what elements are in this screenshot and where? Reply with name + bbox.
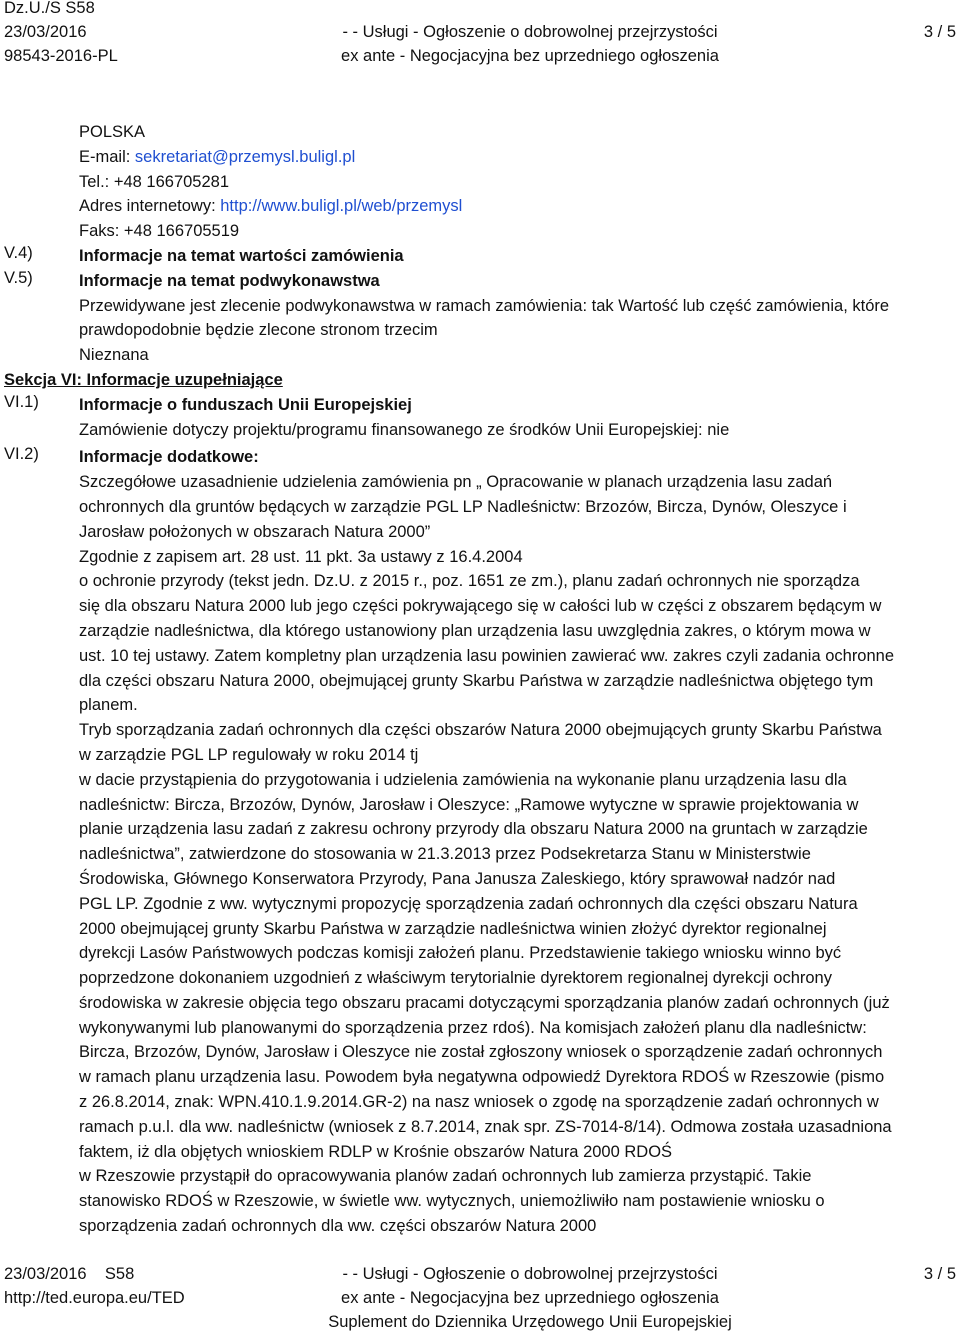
- footer-title-2: ex ante - Negocjacyjna bez uprzedniego ogłoszenia: [341, 1289, 719, 1307]
- vi2-heading: Informacje dodatkowe:: [79, 448, 259, 467]
- vi1-number: VI.1): [4, 392, 39, 411]
- vi2-text-line: 2000 obejmującej grunty Skarbu Państwa w zarządzie nadleśnictwa winien złożyć dyrektor regionalnej: [79, 919, 827, 938]
- footer-page: 3 / 5: [923, 1265, 956, 1283]
- vi2-text-line: Szczegółowe uzasadnienie udzielenia zamówienia pn „ Opracowanie w planach urządzenia lasu zadań: [79, 473, 833, 492]
- v5-number: V.5): [4, 268, 33, 287]
- footer-row-3: [0, 1310, 960, 1334]
- v4-heading: Informacje na temat wartości zamówienia: [79, 246, 404, 265]
- vi2-text-line: sporządzenia zadań ochronnych dla ww. części obszarów Natura 2000: [79, 1217, 597, 1236]
- header-date: 23/03/2016: [4, 23, 87, 41]
- vi2-text-line: z 26.8.2014, znak: WPN.410.1.9.2014.GR-2) na nasz wniosek o zgodę na sporządzenie zadań ochronnych w: [79, 1093, 879, 1112]
- email-link[interactable]: sekretariat@przemysl.buligl.pl: [134, 147, 356, 166]
- vi2-text-line: nadleśnictwa”, zatwierdzone do stosowania w 21.3.2013 przez Podsekretarza Stanu w Ministerstwie: [79, 845, 811, 864]
- vi2-text-line: Tryb sporządzania zadań ochronnych dla części obszarów Natura 2000 obejmujących grunty Skarbu Państwa: [79, 721, 882, 740]
- vi2-text-line: zarządzie nadleśnictwa, dla którego ustanowiony plan urządzenia lasu uwzględnia zakres, o którym mowa w: [79, 621, 871, 640]
- section-v5: [0, 269, 960, 368]
- v4-number: V.4): [4, 243, 33, 262]
- fax-line: Faks: +48 166705519: [79, 222, 240, 241]
- header-title-1: - - Usługi - Ogłoszenie o dobrowolnej przejrzystości: [342, 23, 718, 41]
- vi2-text-line: nadleśnictw: Bircza, Brzozów, Dynów, Jarosław i Oleszyce: „Ramowe wytyczne w sprawie projektowania w: [79, 795, 859, 814]
- footer-title-1: - - Usługi - Ogłoszenie o dobrowolnej przejrzystości: [342, 1265, 718, 1283]
- vi2-text-line: o ochronie przyrody (tekst jedn. Dz.U. z 2015 r., poz. 1651 ze zm.), planu zadań ochronnych nie sporządza: [79, 572, 860, 591]
- contact-block: [0, 120, 960, 244]
- vi2-paragraph: [79, 470, 954, 1239]
- web-line: [79, 194, 954, 219]
- vi2-text-line: w zarządzie PGL LP regulowały w roku 2014 tj: [79, 745, 419, 764]
- header-row-3: [0, 44, 960, 68]
- vi2-number: VI.2): [4, 445, 39, 464]
- email-label: E-mail:: [79, 147, 135, 166]
- country: POLSKA: [79, 123, 146, 141]
- v5-text-3: Nieznana: [79, 346, 149, 365]
- vi2-text-line: ramach p.u.l. dla ww. nadleśnictw (wniosek z 8.7.2014, znak spr. ZS-7014-8/14). Odmowa została uzasadniona: [79, 1117, 892, 1136]
- vi2-text-line: Jarosław położonych w obszarach Natura 2000”: [79, 522, 431, 541]
- footer-row-2: [0, 1286, 960, 1310]
- header-title-2: ex ante - Negocjacyjna bez uprzedniego ogłoszenia: [341, 47, 719, 65]
- section-vi1: [0, 393, 960, 443]
- notice-number: 98543-2016-PL: [4, 47, 118, 65]
- vi2-text-line: w Rzeszowie przystąpił do opracowywania planów zadań ochronnych lub zamierza przystąpić. Takie: [79, 1167, 812, 1186]
- vi2-text-line: Bircza, Brzozów, Dynów, Jarosław i Oleszyce nie został zgłoszony wniosek o sporządzenie zadań ochronnych: [79, 1043, 883, 1062]
- vi2-text-line: wykonywanymi lub planowanymi do sporządzenia przez rdoś). Na komisjach założeń planu dla nadleśnictw:: [79, 1018, 867, 1037]
- web-label: Adres internetowy:: [79, 197, 221, 216]
- vi2-text-line: dyrekcji Lasów Państwowych podczas komisji założeń planu. Przedstawienie takiego wniosku winno być: [79, 944, 842, 963]
- vi2-text-line: planem.: [79, 696, 138, 715]
- doc-id: Dz.U./S S58: [4, 0, 95, 17]
- vi2-text-line: poprzedzone dokonaniem uzgodnień z właściwym terytorialnie dyrektorem regionalnej dyrekcji ochrony: [79, 969, 832, 988]
- header-row-1: [0, 0, 960, 20]
- v5-heading: Informacje na temat podwykonawstwa: [79, 271, 380, 290]
- vi2-text-line: w ramach planu urządzenia lasu. Powodem była negatywna odpowiedź Dyrektora RDOŚ w Rzeszowie (pismo: [79, 1068, 885, 1087]
- vi2-text-line: Środowiska, Głównego Konserwatora Przyrody, Pana Janusza Zaleskiego, który sprawował nadzór nad: [79, 869, 836, 888]
- vi2-text-line: ochronnych dla gruntów będących w zarządzie PGL LP Nadleśnictw: Brzozów, Bircza, Dynów, Oleszyce i: [79, 497, 847, 516]
- footer-title-3: Suplement do Dziennika Urzędowego Unii Europejskiej: [328, 1313, 732, 1331]
- email-line: [79, 145, 954, 170]
- web-link[interactable]: http://www.buligl.pl/web/przemysl: [220, 197, 463, 216]
- vi1-heading: Informacje o funduszach Unii Europejskiej: [79, 395, 412, 414]
- vi2-text-line: dla części obszaru Natura 2000, obejmującej grunty Skarbu Państwa w zarządzie nadleśnictwa objętego tym: [79, 671, 874, 690]
- vi2-text-line: w dacie przystąpienia do przygotowania i udzielenia zamówienia na wykonanie planu urządzenia lasu dla: [79, 770, 847, 789]
- vi2-text-line: planie urządzenia lasu zadań z zakresu ochrony przyrody dla obszaru Natura 2000 na gruntach w zarządzie: [79, 820, 868, 839]
- v5-text-2: prawdopodobnie będzie zlecone stronom trzecim: [79, 321, 438, 340]
- vi1-text: Zamówienie dotyczy projektu/programu finansowanego ze środków Unii Europejskiej: nie: [79, 420, 730, 439]
- footer-date-code: 23/03/2016 S58: [4, 1265, 135, 1283]
- section-vi2: [0, 445, 960, 1239]
- vi2-text-line: się dla obszaru Natura 2000 lub jego części pokrywającego się w całości lub w części z obszarem będącym w: [79, 597, 882, 616]
- v5-text-1: Przewidywane jest zlecenie podwykonawstwa w ramach zamówienia: tak Wartość lub część zamówienia, które: [79, 296, 890, 315]
- vi2-text-line: Zgodnie z zapisem art. 28 ust. 11 pkt. 3a ustawy z 16.4.2004: [79, 547, 523, 566]
- header-page: 3 / 5: [923, 23, 956, 41]
- footer-url[interactable]: http://ted.europa.eu/TED: [4, 1289, 185, 1307]
- vi2-text-line: ust. 10 tej ustawy. Zatem kompletny plan urządzenia lasu powinien zawierać ww. zakres czyli zadania ochronne: [79, 646, 895, 665]
- vi2-text-line: faktem, iż dla objętych wnioskiem RDLP w Krośnie obszarów Natura 2000 RDOŚ: [79, 1142, 673, 1161]
- vi2-text-line: stanowisko RDOŚ w Rzeszowie, w świetle ww. wytycznych, uniemożliwiło nam postawienie wniosku o: [79, 1192, 825, 1211]
- vi2-text-line: PGL LP. Zgodnie z ww. wytycznymi propozycję sporządzenia zadań ochronnych dla części obszaru Natura: [79, 894, 858, 913]
- section-v4: [0, 244, 960, 269]
- tel-line: Tel.: +48 166705281: [79, 172, 230, 191]
- main-content: [0, 120, 960, 1239]
- vi2-text-line: środowiska w zakresie objęcia tego obszaru pracami dotyczącymi sporządzania planów zadań ochronnych (już: [79, 993, 890, 1012]
- footer-row-1: [0, 1262, 960, 1286]
- section-vi-title: Sekcja VI: Informacje uzupełniające: [4, 370, 283, 389]
- header-row-2: [0, 20, 960, 44]
